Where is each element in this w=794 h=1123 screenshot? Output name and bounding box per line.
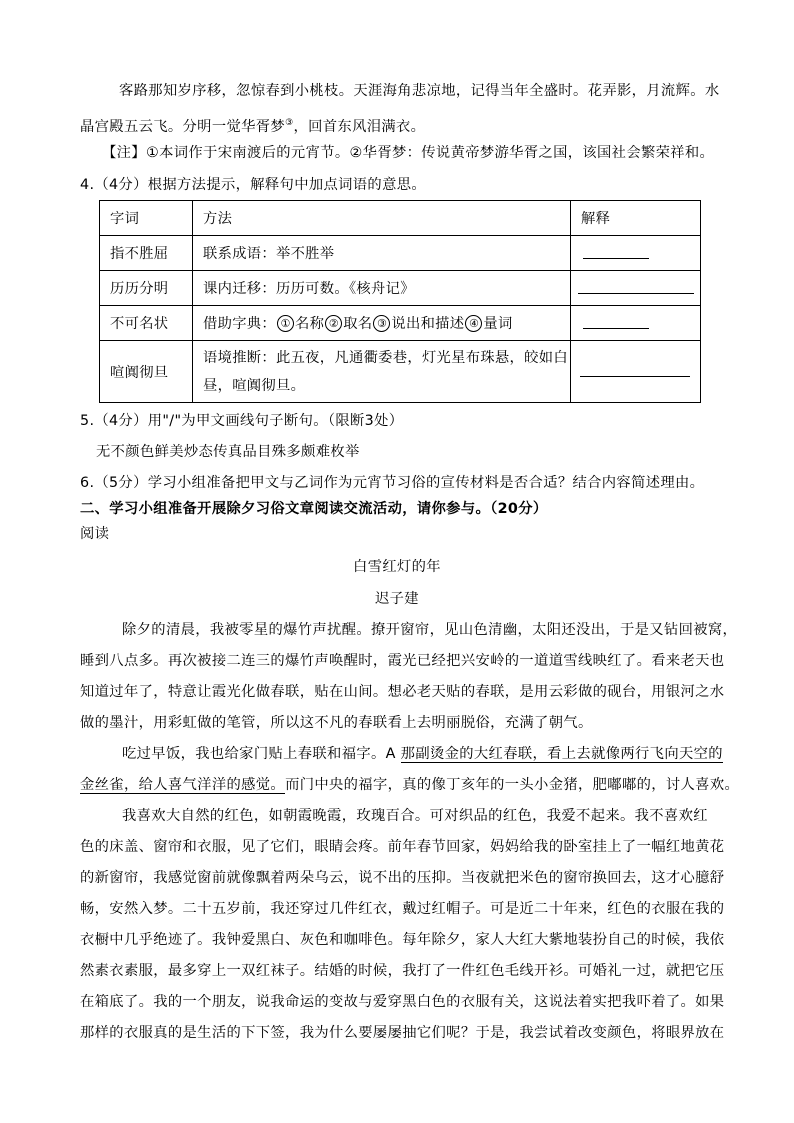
article-author: 迟子建 <box>375 591 419 607</box>
footnote-mark: ③ <box>285 118 294 128</box>
table-row <box>100 236 701 271</box>
p2-start: 吃过早饭，我也给家门贴上春联和福字。A <box>122 746 401 762</box>
vocab-table <box>99 200 701 403</box>
table-row <box>100 341 701 403</box>
section-2-heading: 二、学习小组准备开展除夕习俗文章阅读交流活动，请你参与。（20分） <box>80 501 548 517</box>
method-line: 语境推断：此五夜，凡通衢委巷，灯光星布珠悬，皎如白 <box>203 349 568 366</box>
section-2-label: 阅读 <box>80 526 110 542</box>
answer-cell <box>571 271 701 306</box>
article-p1-line: 睡到八点多。再次被接二连三的爆竹声唤醒时，霞光已经把兴安岭的一道道雪线映红了。看来老天也 <box>80 653 725 669</box>
question-6: 6.（5分）学习小组准备把甲文与乙词作为元宵节习俗的宣传材料是否合适？结合内容简述理由。 <box>80 475 705 491</box>
table-header-row <box>100 201 701 236</box>
article-p3-line: 衣橱中几乎绝迹了。我钟爱黑白、灰色和咖啡色。每年除夕，家人大红大紫地装扮自己的时候，我依 <box>80 932 725 948</box>
header-explain: 解释 <box>571 201 701 236</box>
option-text: 说出和描述 <box>391 316 465 332</box>
article-p1-line: 做的墨汁，用彩虹做的笔管，所以这不凡的春联看上去明丽脱俗，充满了朝气。 <box>80 715 593 731</box>
header-word: 字词 <box>100 201 193 236</box>
answer-cell <box>571 341 701 403</box>
answer-cell <box>571 306 701 341</box>
article-p3-line: 在箱底了。我的一个朋友，说我命运的变故与爱穿黑白色的衣服有关，这说法着实把我吓着了。如果 <box>80 994 725 1010</box>
option-marker: ① <box>277 315 294 332</box>
method-cell: 课内迁移：历历可数。《核舟记》 <box>193 271 571 306</box>
option-text: 量词 <box>483 316 513 332</box>
table-row <box>100 306 701 341</box>
word-cell: 不可名状 <box>100 306 193 341</box>
question-5: 5.（4分）用"/"为甲文画线句子断句。（限断3处） <box>80 413 404 429</box>
article-p3-line: 的新窗帘，我感觉窗前就像飘着两朵乌云，说不出的压抑。当夜就把米色的窗帘换回去，这才心臆舒 <box>80 870 725 886</box>
article-p3-line: 然素衣素服，最多穿上一双红袜子。结婚的时候，我打了一件红色毛线开衫。可婚礼一过，就把它压 <box>80 963 725 979</box>
article-p3-line: 色的床盖、窗帘和衣服，见了它们，眼睛会疼。前年春节回家，妈妈给我的卧室挂上了一幅红地黄花 <box>80 839 725 855</box>
word-cell: 指不胜屈 <box>100 236 193 271</box>
answer-blank[interactable] <box>580 362 690 377</box>
option-text: 名称 <box>294 316 325 332</box>
option-marker: ③ <box>373 315 390 332</box>
poem-note: 【注】①本词作于宋南渡后的元宵节。②华胥梦：传说黄帝梦游华胥之国，该国社会繁荣祥和。 <box>102 145 715 161</box>
article-p3-line: 我喜欢大自然的红色，如朝霞晚霞，玫瑰百合。可对织品的红色，我爱不起来。我不喜欢红 <box>122 808 708 824</box>
article-p3-line: 畅，安然入梦。二十五岁前，我还穿过几件红衣，戴过红帽子。可是近二十年来，红色的衣服在我的 <box>80 901 725 917</box>
article-title: 白雪红灯的年 <box>353 559 441 575</box>
answer-cell <box>571 236 701 271</box>
method-cell: 联系成语：举不胜举 <box>193 236 571 271</box>
question-5-sentence: 无不颜色鲜美炒态传真品目殊多颇难枚举 <box>96 444 360 460</box>
word-cell: 喧阗彻旦 <box>100 341 193 403</box>
method-line: 昼，喧阗彻旦。 <box>203 377 306 394</box>
answer-blank[interactable] <box>578 279 694 294</box>
p2-end: 而门中央的福字，真的像丁亥年的一头小金猪，肥嘟嘟的，讨人喜欢。 <box>285 777 740 793</box>
option-text: 取名 <box>343 316 373 332</box>
question-4: 4.（4分）根据方法提示，解释句中加点词语的意思。 <box>80 177 427 193</box>
option-marker: ④ <box>465 315 482 332</box>
poem-line-2 <box>80 113 425 137</box>
method-cell <box>193 341 571 403</box>
article-p2-line <box>80 775 739 795</box>
answer-blank[interactable] <box>583 244 649 259</box>
article-p2-line <box>122 744 723 764</box>
table-row <box>100 271 701 306</box>
poem-line-2-end: ，回首东风泪满衣。 <box>293 118 426 135</box>
word-cell: 历历分明 <box>100 271 193 306</box>
option-marker: ② <box>325 315 342 332</box>
underlined-sentence-a: 那副烫金的大红春联，看上去就像两行飞向天空的 <box>400 746 723 762</box>
article-p1-line: 知道过年了，特意让霞光化做春联，贴在山间。想必老天贴的春联，是用云彩做的砚台，用银河之水 <box>80 684 725 700</box>
underlined-sentence-a: 金丝雀，给人喜气洋洋的感觉。 <box>80 777 286 793</box>
method-prefix: 借助字典： <box>203 316 276 332</box>
method-cell <box>193 306 571 341</box>
header-method: 方法 <box>193 201 571 236</box>
answer-blank[interactable] <box>583 314 649 329</box>
poem-line-1: 客路那知岁序移，忽惊春到小桃枝。天涯海角悲凉地，记得当年全盛时。花弄影，月流辉。水 <box>119 83 720 99</box>
article-p3-line: 那样的衣服真的是生活的下下签，我为什么要屡屡抽它们呢？于是，我尝试着改变颜色，将眼界放在 <box>80 1025 725 1041</box>
poem-line-2-text: 晶宫殿五云飞。分明一觉华胥梦 <box>80 118 286 135</box>
article-p1-line: 除夕的清晨，我被零星的爆竹声扰醒。撩开窗帘，见山色清幽，太阳还没出，于是又钻回被窝， <box>122 622 738 638</box>
